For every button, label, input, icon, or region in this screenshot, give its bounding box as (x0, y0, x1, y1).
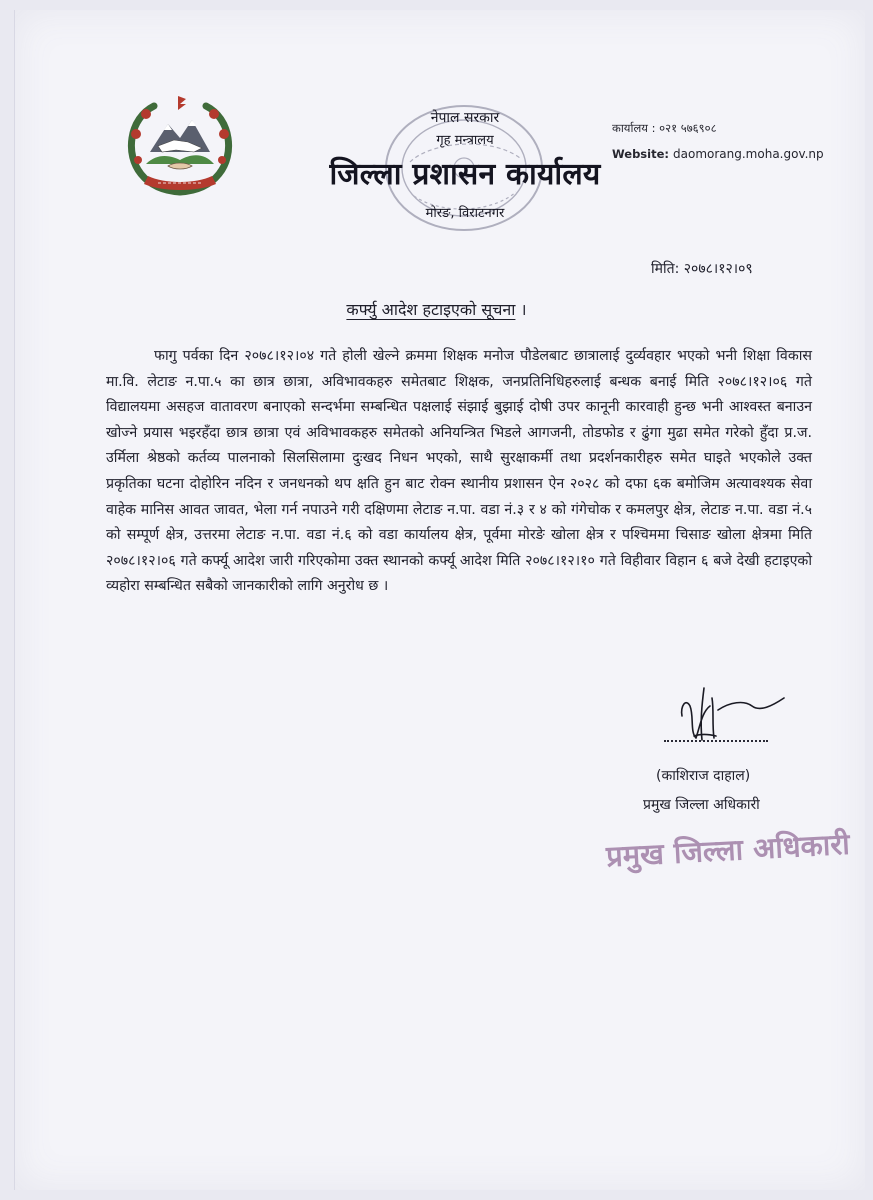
letter-body (106, 344, 812, 600)
subject-end-mark: । (520, 300, 527, 319)
nepal-government-emblem-icon (124, 94, 236, 196)
office-location: मोरङ, विराटनगर (425, 206, 505, 221)
stamp-text: प्रमुख जिल्ला अधिकारी (605, 826, 851, 874)
signer-name: (काशिराज दाहाल) (656, 768, 751, 784)
office-name: जिल्ला प्रशासन कार्यालय (329, 157, 601, 192)
signer-title: प्रमुख जिल्ला अधिकारी (643, 797, 760, 813)
office-phone (612, 121, 717, 136)
letter-subject (0, 298, 873, 320)
signature-line (664, 740, 768, 742)
website-label: Website: (612, 147, 669, 161)
government-name: नेपाल सरकार (430, 110, 500, 126)
handwritten-signature-icon (660, 676, 790, 756)
website-value: daomorang.moha.gov.np (673, 147, 824, 161)
letter-date: मिति: २०७८।१२।०९ (651, 261, 753, 277)
phone-value: ०२१ ५७६९०८ (659, 121, 717, 135)
ministry-name: गृह मन्त्रालय (436, 133, 494, 148)
body-paragraph: फागु पर्वका दिन २०७८।१२।०४ गते होली खेल्ने क्रममा शिक्षक मनोज पौडेलबाट छात्रालाई दुर्व्यवहार भएको भनी शिक्षा विकास मा.वि. लेटाङ न.पा.५ का छात्र छात्रा, अविभावकहरु समेतबाट शिक्षक, जनप्रतिनिधिहरुलाई बन्धक बनाई मिति २०७८।१२।०६ गते विद्यालयमा असहज वातावरण बनाएको सन्दर्भमा सम्बन्धित पक्षलाई संझाई बुझाई दोषी उपर कानूनी कारवाही हुन्छ भनी आश्वस्त बनाउन खोज्ने प्रयास भइरहँदा छात्र छात्रा एवं अविभावकहरु समेतको अनियन्त्रित भिडले आगजनी, तोडफोड र ढुंगा मुढा समेत गरेको हुँदा प्र.ज. उर्मिला श्रेष्ठको कर्तव्य पालनाको सिलसिलामा दुःखद निधन भएको, साथै सुरक्षाकर्मी तथा प्रदर्शनकारीहरु समेत घाइते भएकोले उक्त प्रकृतिका घटना दोहोरिन नदिन र जनधनको थप क्षति हुन बाट रोक्न स्थानीय प्रशासन ऐन २०२८ को दफा ६क बमोजिम अत्यावश्यक सेवा वाहेक मानिस आवत जावत, भेला गर्न नपाउने गरी दक्षिणमा लेटाङ न.पा. वडा नं.३ र ४ को गंगेचोक र कमलपुर क्षेत्र, लेटाङ न.पा. वडा नं.५ को सम्पूर्ण क्षेत्र, उत्तरमा लेटाङ न.पा. वडा नं.६ को वडा कार्यालय क्षेत्र, पूर्वमा मोरङे खोला क्षेत्र र पश्चिममा चिसाङ खोला क्षेत्रमा मिति २०७८।१२।०६ गते कर्फ्यू आदेश जारी गरिएकोमा उक्त स्थानको कर्फ्यू आदेश मिति २०७८।१२।१० गते विहीवार विहान ६ बजे देखी हटाइएको व्यहोरा सम्बन्धित सबैको जानकारीको लागि अनुरोध छ । (106, 348, 812, 595)
phone-label: कार्यालय : (612, 121, 656, 135)
subject-text: कर्फ्यु आदेश हटाइएको सूचना (346, 300, 516, 319)
office-website (612, 147, 824, 161)
